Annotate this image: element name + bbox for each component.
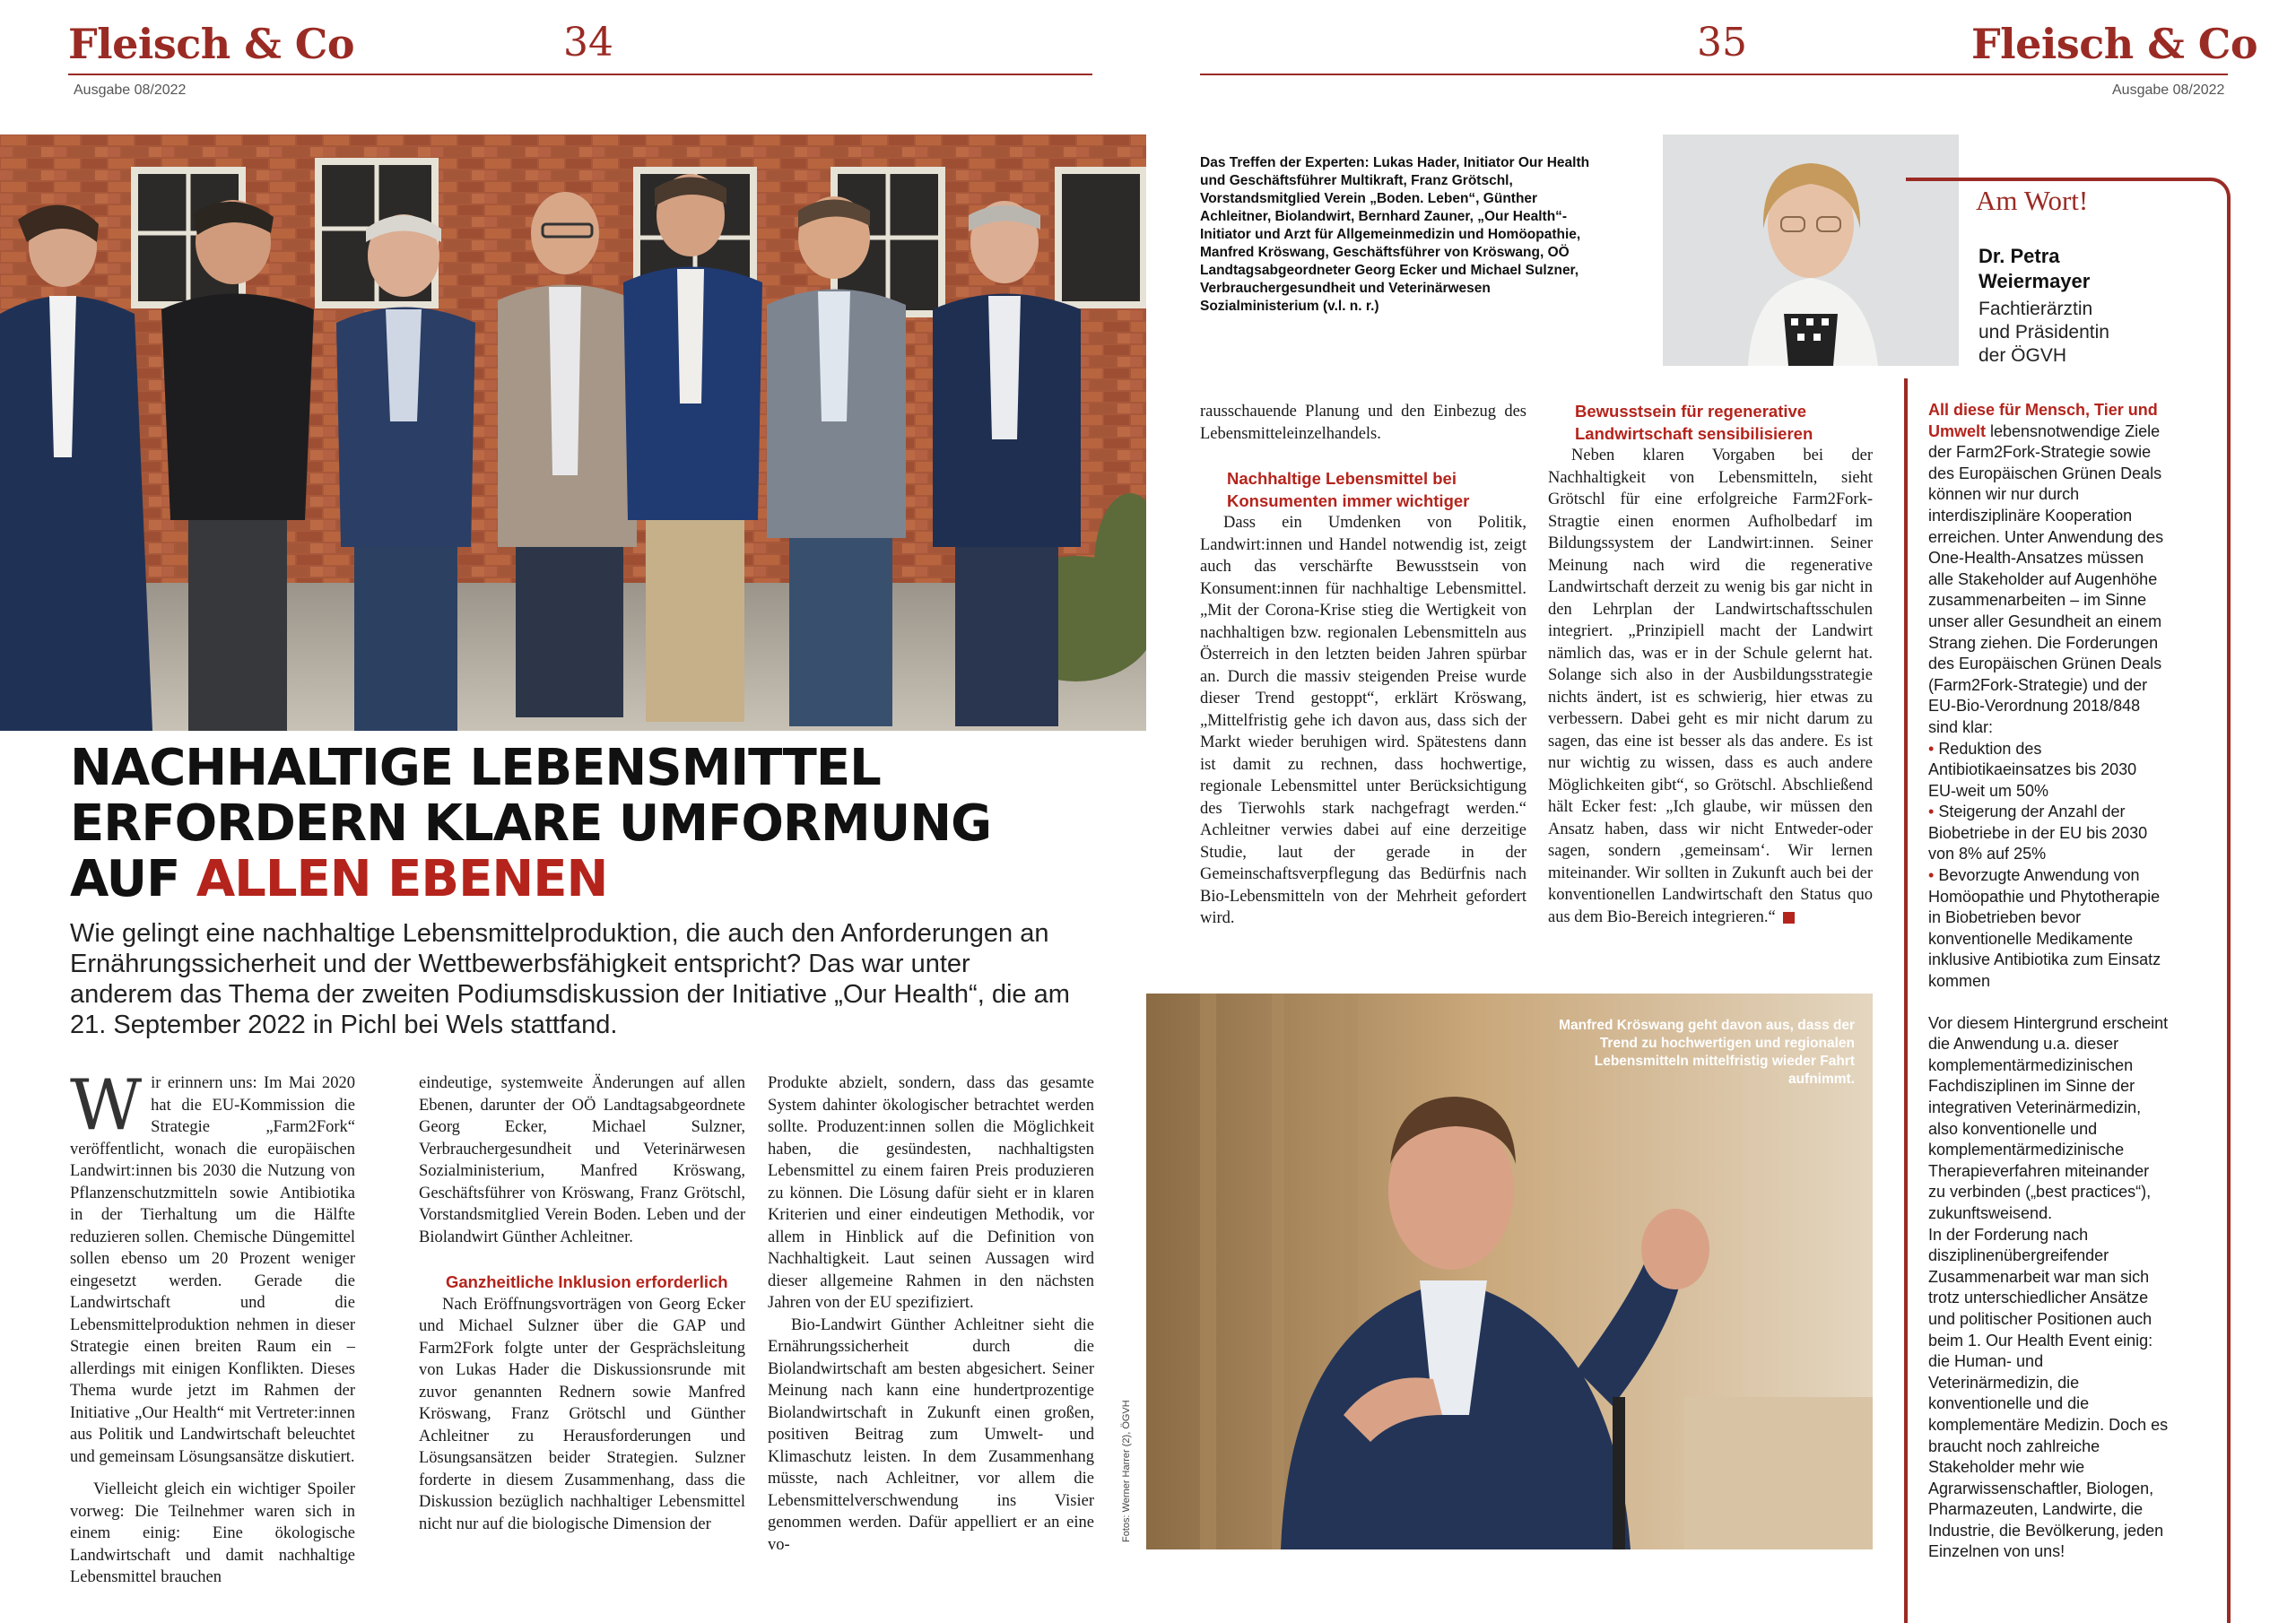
sidebar-author-role: Fachtierärztin und Präsidentin der ÖGVH	[1979, 299, 2109, 366]
group-photo-caption: Das Treffen der Experten: Lukas Hader, Initiator Our Health und Geschäftsführer Multikraft, Franz Grötschl, Vorstandsmitglied Verein „Boden. Leben“, Günther Achleitner, Biolandwirt, Bernhard Zauner, „Our Health“-Initiator und Arzt für Allgemeinmedizin und Homöopathie, Manfred Kröswang, Geschäftsführer von Kröswang, OÖ Landtagsabgeordneter Georg Ecker und Michael Sulzner, Verbrauchergesundheit und Veterinärwesen Sozialministerium (v.l. n. r.)	[1200, 155, 1590, 314]
article-lead: Wie gelingt eine nachhaltige Lebensmittelproduktion, die auch den Anforderungen an Ernährungssicherheit und der Wettbewerbsfähigkeit entspricht? Das war unter anderem das Thema der zweiten Podiumsdiskussion der Initiative „Our Health“, die am 21. September 2022 in Pichl bei Wels stattfand.	[70, 919, 1070, 1039]
article-column-1	[70, 1065, 355, 1589]
drop-cap: W	[70, 1065, 143, 1146]
column-2-paragraph-1: eindeutige, systemweite Änderungen auf allen Ebenen, darunter der OÖ Landtagsabgeordnete Georg Ecker, Michael Sulzner, Verbrauchergesundheit und Veterinärwesen Sozialministerium, Manfred Kröswang, Geschäftsführer von Kröswang, Franz Grötschl, Vorstandsmitglied Verein Boden. Leben und der Biolandwirt Günther Achleitner.	[419, 1074, 745, 1246]
sidebar-intro: lebensnotwendige Ziele der Farm2Fork-Strategie sowie des Europäischen Grünen Deals können wir nur durch interdisziplinäre Kooperation erreichen. Unter Anwendung des One-Health-Ansatzes müssen alle Stakeholder auf Augenhöhe zusammenarbeiten – im Sinne unser aller Gesundheit an einem Strang ziehen. Die Forderungen des Europäischen Grünen Deals (Farm2Fork-Strategie) und der EU-Bio-Verordnung 2018/848 sind klar:	[1928, 421, 2164, 736]
subheading-consumers: Nachhaltige Lebensmittel bei Konsumenten immer wichtiger	[1227, 469, 1470, 510]
article-column-3	[768, 1072, 1094, 1556]
issue-label-left: Ausgabe 08/2022	[74, 82, 187, 98]
sidebar-body	[1928, 400, 2169, 1563]
sidebar-paragraph-2: Vor diesem Hintergrund erscheint die Anwendung u.a. dieser komplementärmedizinischen Fachdisziplinen im Sinne der integrativen Veterinärmedizin, also konventionelle und komplementärmedizinische Therapieverfahren miteinander zu verbinden („best practices“), zukunftsweisend.	[1928, 1013, 2169, 1222]
brand-logo-right: Fleisch & Co	[1971, 20, 2258, 68]
article-column-4	[1200, 401, 1526, 930]
sidebar-divider	[1904, 378, 1908, 1623]
headline-line-2: ERFORDERN KLARE UMFORMUNG	[70, 794, 992, 853]
group-photo	[0, 135, 1146, 731]
sidebar-title: Am Wort!	[1976, 185, 2089, 216]
sidebar-author-name: Dr. Petra Weiermayer	[1979, 245, 2091, 292]
sidebar-intro-highlight: All diese für Mensch, Tier und Umwelt	[1928, 401, 2158, 440]
subheading-regenerative: Bewusstsein für regenerative Landwirtschaft sensibilisieren	[1575, 402, 1813, 443]
article-column-2	[419, 1072, 745, 1535]
article-headline	[70, 741, 1074, 907]
photo-credit: Fotos: Werner Harrer (2), ÖGVH	[1121, 1400, 1132, 1542]
headline-line-3	[70, 852, 1074, 907]
headline-line-1: NACHHALTIGE LEBENSMITTEL	[70, 739, 881, 797]
column-3-paragraph-1: Produkte abzielt, sondern, dass das gesamte System dahinter ökologischer betrachtet werden sollte. Produzent:innen sollen die Möglichkeit haben, die gesündesten, nachhaltigsten Lebensmittel zu einem fairen Preis produzieren zu können. Die Lösung dafür sieht er in klaren Kriterien und einer eindeutigen Methodik, vor allem in Hinblick auf die Definition von Nachhaltigkeit. Laut seinen Aussagen wird dieser allgemeine Rahmen in den nächsten Jahren von der EU spezifiziert.	[768, 1074, 1094, 1312]
sidebar-bullet: • Reduktion des Antibiotikaeinsatzes bis 2030 EU-weit um 50%	[1928, 739, 2137, 800]
page-number-left: 34	[563, 20, 613, 65]
speaker-photo-caption: Manfred Kröswang geht davon aus, dass der Trend zu hochwertigen und regionalen Lebensmitteln mittelfristig wieder Fahrt aufnimmt.	[1559, 1018, 1855, 1087]
sidebar-paragraph-3: In der Forderung nach disziplinenübergreifender Zusammenarbeit war man sich trotz unterschiedlicher Ansätze und politischer Positionen auch beim 1. Our Health Event einig: die Human- und Veterinärmedizin, die konventionelle und die komplementäre Medizin. Doch es braucht noch zahlreiche Stakeholder mehr wie Agrarwissenschaftler, Biologen, Pharmazeuten, Landwirte, die Industrie, die Bevölkerung, jeden Einzelnen von uns!	[1928, 1225, 2169, 1561]
column-1-paragraph-2: Vielleicht gleich ein wichtiger Spoiler vorweg: Die Teilnehmer waren sich in einem einig: Eine ökologische Landwirtschaft und damit nachhaltige Lebensmittel brauchen	[70, 1480, 355, 1586]
headline-highlight: ALLEN EBENEN	[196, 850, 608, 908]
column-3-paragraph-2: Bio-Landwirt Günther Achleitner sieht die Ernährungssicherheit durch die Biolandwirtschaft am besten abgesichert. Seiner Meinung nach kann eine hundertprozentige Biolandwirtschaft in Zukunft einen großen, positiven Beitrag zum Umwelt- und Klimaschutz leisten. In dem Zusammenhang müsste, nach Achleitner, vor allem die Lebensmittelverschwendung ins Visier genommen werden. Dafür appelliert er an eine vo-	[768, 1315, 1094, 1554]
sidebar-bullet: • Bevorzugte Anwendung von Homöopathie und Phytotherapie in Biobetrieben bevor konventionelle Medikamente inklusive Antibiotika zum Einsatz kommen	[1928, 866, 2161, 991]
sidebar-bullet: • Steigerung der Anzahl der Biobetriebe in der EU bis 2030 von 8% auf 25%	[1928, 803, 2148, 864]
header-rule-left	[68, 74, 1092, 75]
column-2-paragraph-2: Nach Eröffnungsvorträgen von Georg Ecker und Michael Sulzner über die GAP und Farm2Fork folgte unter der Gesprächsleitung von Lukas Hader die Diskussionsrunde mit zuvor genannten Rednern sowie Manfred Kröswang, Franz Grötschl und Günther Achleitner zu Herausforderungen und Lösungsansätzen beider Strategien. Sulzner forderte in diesem Zusammenhang, dass die Diskussion bezüglich nachhaltiger Lebensmittel nicht nur auf die biologische Dimension der	[419, 1295, 745, 1533]
subheading-inclusion: Ganzheitliche Inklusion erforderlich	[446, 1272, 728, 1291]
column-4-paragraph-2: Dass ein Umdenken von Politik, Landwirt:innen und Handel notwendig ist, zeigt auch das verschärfte Bewusstsein von Konsument:innen für nachhaltige Lebensmittel. „Mit der Corona-Krise stieg die Wertigkeit von nachhaltigen bzw. regionalen Lebensmitteln aus Österreich in den letzten beiden Jahren spürbar an. Durch die massiv steigenden Preise wurde dieser Trend gestoppt“, erklärt Kröswang, „Mittelfristig gehe ich davon aus, dass sich der Markt wieder beruhigen wird. Spätestens dann ist damit zu rechnen, dass hochwertige, regionale Lebensmittel unter Berücksichtigung des Tierwohls stark nachgefragt werden.“ Achleitner verwies dabei auf eine derzeitige Studie, laut der gerade in der Gemeinschaftsverpflegung das Bedürfnis nach Bio-Lebensmitteln von der Mehrheit gefordert wird.	[1200, 514, 1526, 927]
column-5-paragraph-1: Neben klaren Vorgaben bei der Nachhaltigkeit von Lebensmitteln, sieht Grötschl für eine erfolgreiche Farm2Fork-Stragtie einen enormen Aufholbedarf im Bildungssystem der Landwirt:innen. Seiner Meinung nach wird die regenerative Landwirtschaft derzeit zu wenig bis gar nicht in den Lehrplan der Landwirtschaftsschulen integriert. „Prinzipiell macht der Landwirt nämlich das, was er in der Schule gelernt hat. Solange sich also in der Ausbildungsstrategie nichts ändert, ist es schwierig, hier etwas zu verbessern. Dabei geht es mir nicht darum zu sagen, das eine ist besser als das andere. Es ist nur wichtig zu wissen, dass es auch andere Möglichkeiten gibt“, so Grötschl. Abschließend hält Ecker fest: „Ich glaube, wir müssen den Ansatz haben, dass wir nicht Entweder-oder sagen, sondern ‚gemeinsam‘. Wir lernen miteinander. Wir sollten in Zukunft auch bei der konventionellen Landwirtschaft den Status quo aus dem Bio-Bereich integrieren.“	[1548, 447, 1873, 926]
article-column-5	[1548, 401, 1873, 928]
header-rule-right	[1200, 74, 2228, 75]
column-4-paragraph-1: rausschauende Planung und den Einbezug des Lebensmitteleinzelhandels.	[1200, 403, 1526, 443]
headline-line-3-start: AUF	[70, 850, 196, 908]
issue-label-right: Ausgabe 08/2022	[2112, 82, 2225, 98]
brand-logo-left: Fleisch & Co	[68, 20, 355, 68]
column-1-paragraph-1: ir erinnern uns: Im Mai 2020 hat die EU-Kommission die Strategie „Farm2Fork“ veröffentlicht, wonach die europäischen Landwirt:innen bis 2030 die Nutzung von Pflanzenschutzmitteln sowie Antibiotika in der Tierhaltung um die Hälfte reduzieren sollen. Chemische Düngemittel sollen ebenso um 20 Prozent weniger eingesetzt werden. Gerade die Landwirtschaft und die Lebensmittelproduktion nehmen in dieser Strategie einen breiten Raum ein – allerdings mit einigen Konflikten. Dieses Thema wurde jetzt im Rahmen der Initiative „Our Health“ mit Vertreter:innen aus Politik und Landwirtschaft beleuchtet und gemeinsam Lösungsansätze diskutiert.	[70, 1074, 355, 1466]
speaker-photo	[1146, 994, 1873, 1549]
end-mark	[1783, 912, 1795, 924]
page-number-right: 35	[1697, 20, 1747, 65]
